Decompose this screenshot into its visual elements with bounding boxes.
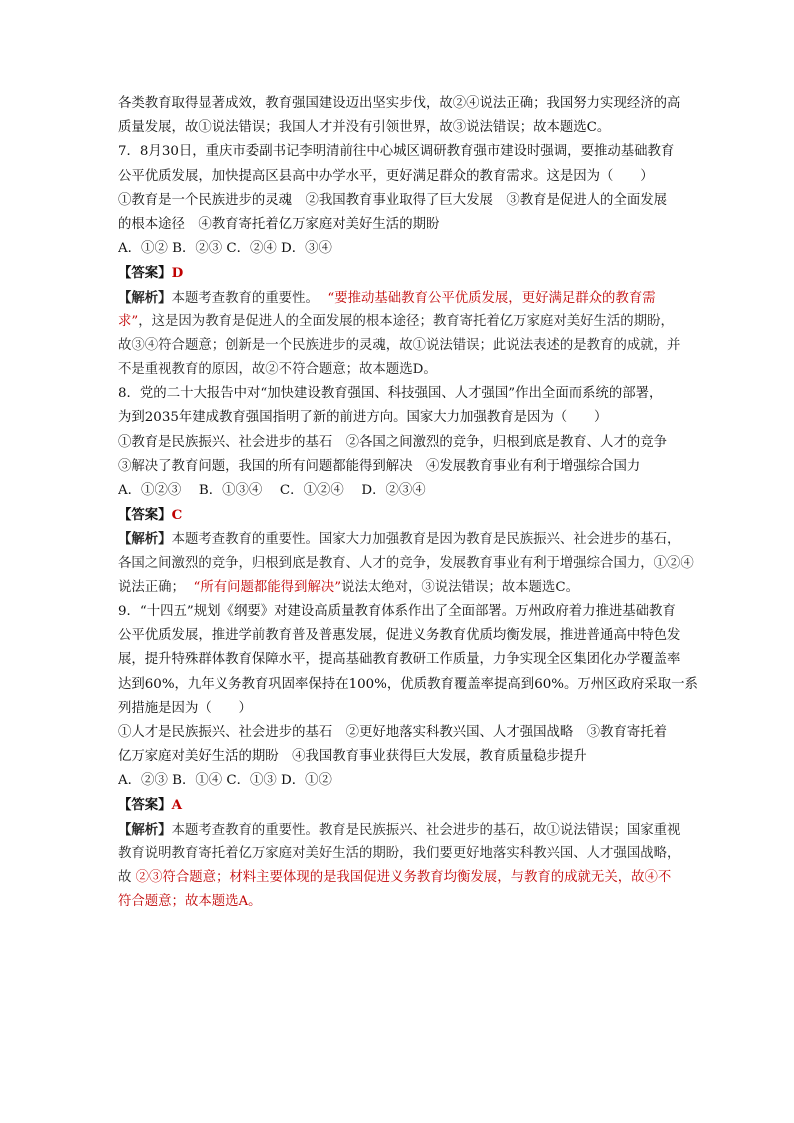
explanation-line — [118, 576, 703, 600]
explanation-label: 【解析】 — [118, 821, 172, 838]
explanation — [118, 818, 703, 915]
previous-explanation-continuation — [118, 92, 703, 140]
answer-choices: A．①②③ B．①③④ C．①②④ D．②③④ — [118, 483, 426, 498]
explanation-line — [118, 286, 703, 310]
explanation-text: 故 — [118, 870, 136, 885]
text-line: 各类教育取得显著成效，教育强国建设迈出坚实步伐，故②④说法正确；我国努力实现经济的高 — [118, 96, 681, 111]
answer-value: C — [171, 507, 183, 524]
explanation-quote: 求” — [118, 313, 139, 329]
question-stem: 公平优质发展，加快提高区县高中办学水平，更好满足群众的教育需求。这是因为（ ） — [118, 168, 654, 184]
explanation-text: 说法正确； — [118, 579, 185, 595]
explanation-text: 说法太绝对，③说法错误；故本题选C。 — [341, 579, 579, 595]
document-page — [118, 92, 703, 914]
explanation-line: 教育说明教育寄托着亿万家庭对美好生活的期盼，我们要更好地落实科教兴国、人才强国战略， — [118, 845, 681, 861]
explanation-line — [118, 818, 703, 842]
answer-label: 【答案】 — [118, 265, 172, 282]
question-stem: 为到2035年建成教育强国指明了新的前进方向。国家大力加强教育是因为（ ） — [118, 410, 608, 426]
explanation — [118, 286, 703, 383]
question-stem: 7．8月30日，重庆市委副书记李明清前往中心城区调研教育强市建设时强调，要推动基础教育 — [118, 144, 675, 160]
question-8 — [118, 382, 703, 600]
question-stem: 列措施是因为（ ） — [118, 700, 252, 716]
answer-line — [118, 793, 703, 817]
explanation-text: 本题考查教育的重要性。教育是民族振兴、社会进步的基石，故①说法错误；国家重视 — [171, 822, 681, 838]
explanation-text: 本题考查教育的重要性。 — [171, 290, 319, 306]
answer-label: 【答案】 — [118, 797, 172, 814]
question-options: 亿万家庭对美好生活的期盼 ④我国教育事业获得巨大发展，教育质量稳步提升 — [118, 749, 587, 765]
explanation-line: 不是重视教育的原因，故②不符合题意；故本题选D。 — [118, 362, 437, 378]
question-options: 的根本途径 ④教育寄托着亿万家庭对美好生活的期盼 — [118, 216, 440, 232]
answer-choices: A．①② B．②③ C．②④ D．③④ — [118, 241, 332, 257]
explanation — [118, 527, 703, 600]
answer-label: 【答案】 — [118, 507, 172, 524]
question-9 — [118, 600, 703, 914]
question-options: ①教育是民族振兴、社会进步的基石 ②各国之间激烈的竞争，归根到底是教育、人才的竞争 — [118, 434, 668, 450]
explanation-line — [118, 310, 703, 334]
explanation-line: 符合题意；故本题选A。 — [118, 894, 262, 910]
explanation-line: 故③④符合题意；创新是一个民族进步的灵魂，故①说法错误；此说法表述的是教育的成就，并 — [118, 337, 681, 353]
question-stem: 达到60%，九年义务教育巩固率保持在100%，优质教育覆盖率提高到60%。万州区政府采取一系 — [118, 676, 698, 692]
question-options: ①教育是一个民族进步的灵魂 ②我国教育事业取得了巨大发展 ③教育是促进人的全面发展 — [118, 192, 668, 208]
explanation-line — [118, 527, 703, 551]
explanation-line: 各国之间激烈的竞争，归根到底是教育、人才的竞争，发展教育事业有利于增强综合国力，①②④ — [118, 555, 694, 571]
answer-value: D — [171, 265, 184, 282]
explanation-quote: “所有问题都能得到解决” — [193, 579, 342, 595]
explanation-label: 【解析】 — [118, 289, 172, 306]
question-stem: 9．“十四五”规划《纲要》对建设高质量教育体系作出了全面部署。万州政府着力推进基础教育 — [118, 603, 676, 619]
answer-line — [118, 261, 703, 285]
explanation-label: 【解析】 — [118, 531, 172, 548]
answer-value: A — [171, 797, 182, 814]
explanation-quote: “要推动基础教育公平优质发展，更好满足群众的教育需 — [327, 290, 656, 306]
answer-line — [118, 503, 703, 527]
explanation-text: 本题考查教育的重要性。国家大力加强教育是因为教育是民族振兴、社会进步的基石， — [171, 532, 681, 548]
explanation-text: ，这是因为教育是促进人的全面发展的根本途径；教育寄托着亿万家庭对美好生活的期盼， — [138, 313, 674, 329]
question-options: ③解决了教育问题，我国的所有问题都能得到解决 ④发展教育事业有利于增强综合国力 — [118, 458, 641, 474]
answer-choices: A．②③ B．①④ C．①③ D．①② — [118, 773, 332, 789]
question-stem: 8．党的二十大报告中对“加快建设教育强国、科技强国、人才强国”作出全面而系统的部署， — [118, 386, 663, 402]
explanation-line — [118, 866, 703, 890]
explanation-quote: ②③符合题意；材料主要体现的是我国促进义务教育均衡发展，与教育的成就无关，故④不 — [135, 870, 672, 885]
question-stem: 公平优质发展，推进学前教育普及普惠发展，促进义务教育优质均衡发展，推进普通高中特色发 — [118, 628, 681, 644]
question-options: ①人才是民族振兴、社会进步的基石 ②更好地落实科教兴国、人才强国战略 ③教育寄托着 — [118, 724, 668, 740]
text-line: 质量发展，故①说法错误；我国人才并没有引领世界，故③说法错误；故本题选C。 — [118, 120, 611, 136]
question-stem: 展，提升特殊群体教育保障水平，提高基础教育教研工作质量，力争实现全区集团化办学覆盖率 — [118, 652, 681, 668]
question-7 — [118, 140, 703, 382]
